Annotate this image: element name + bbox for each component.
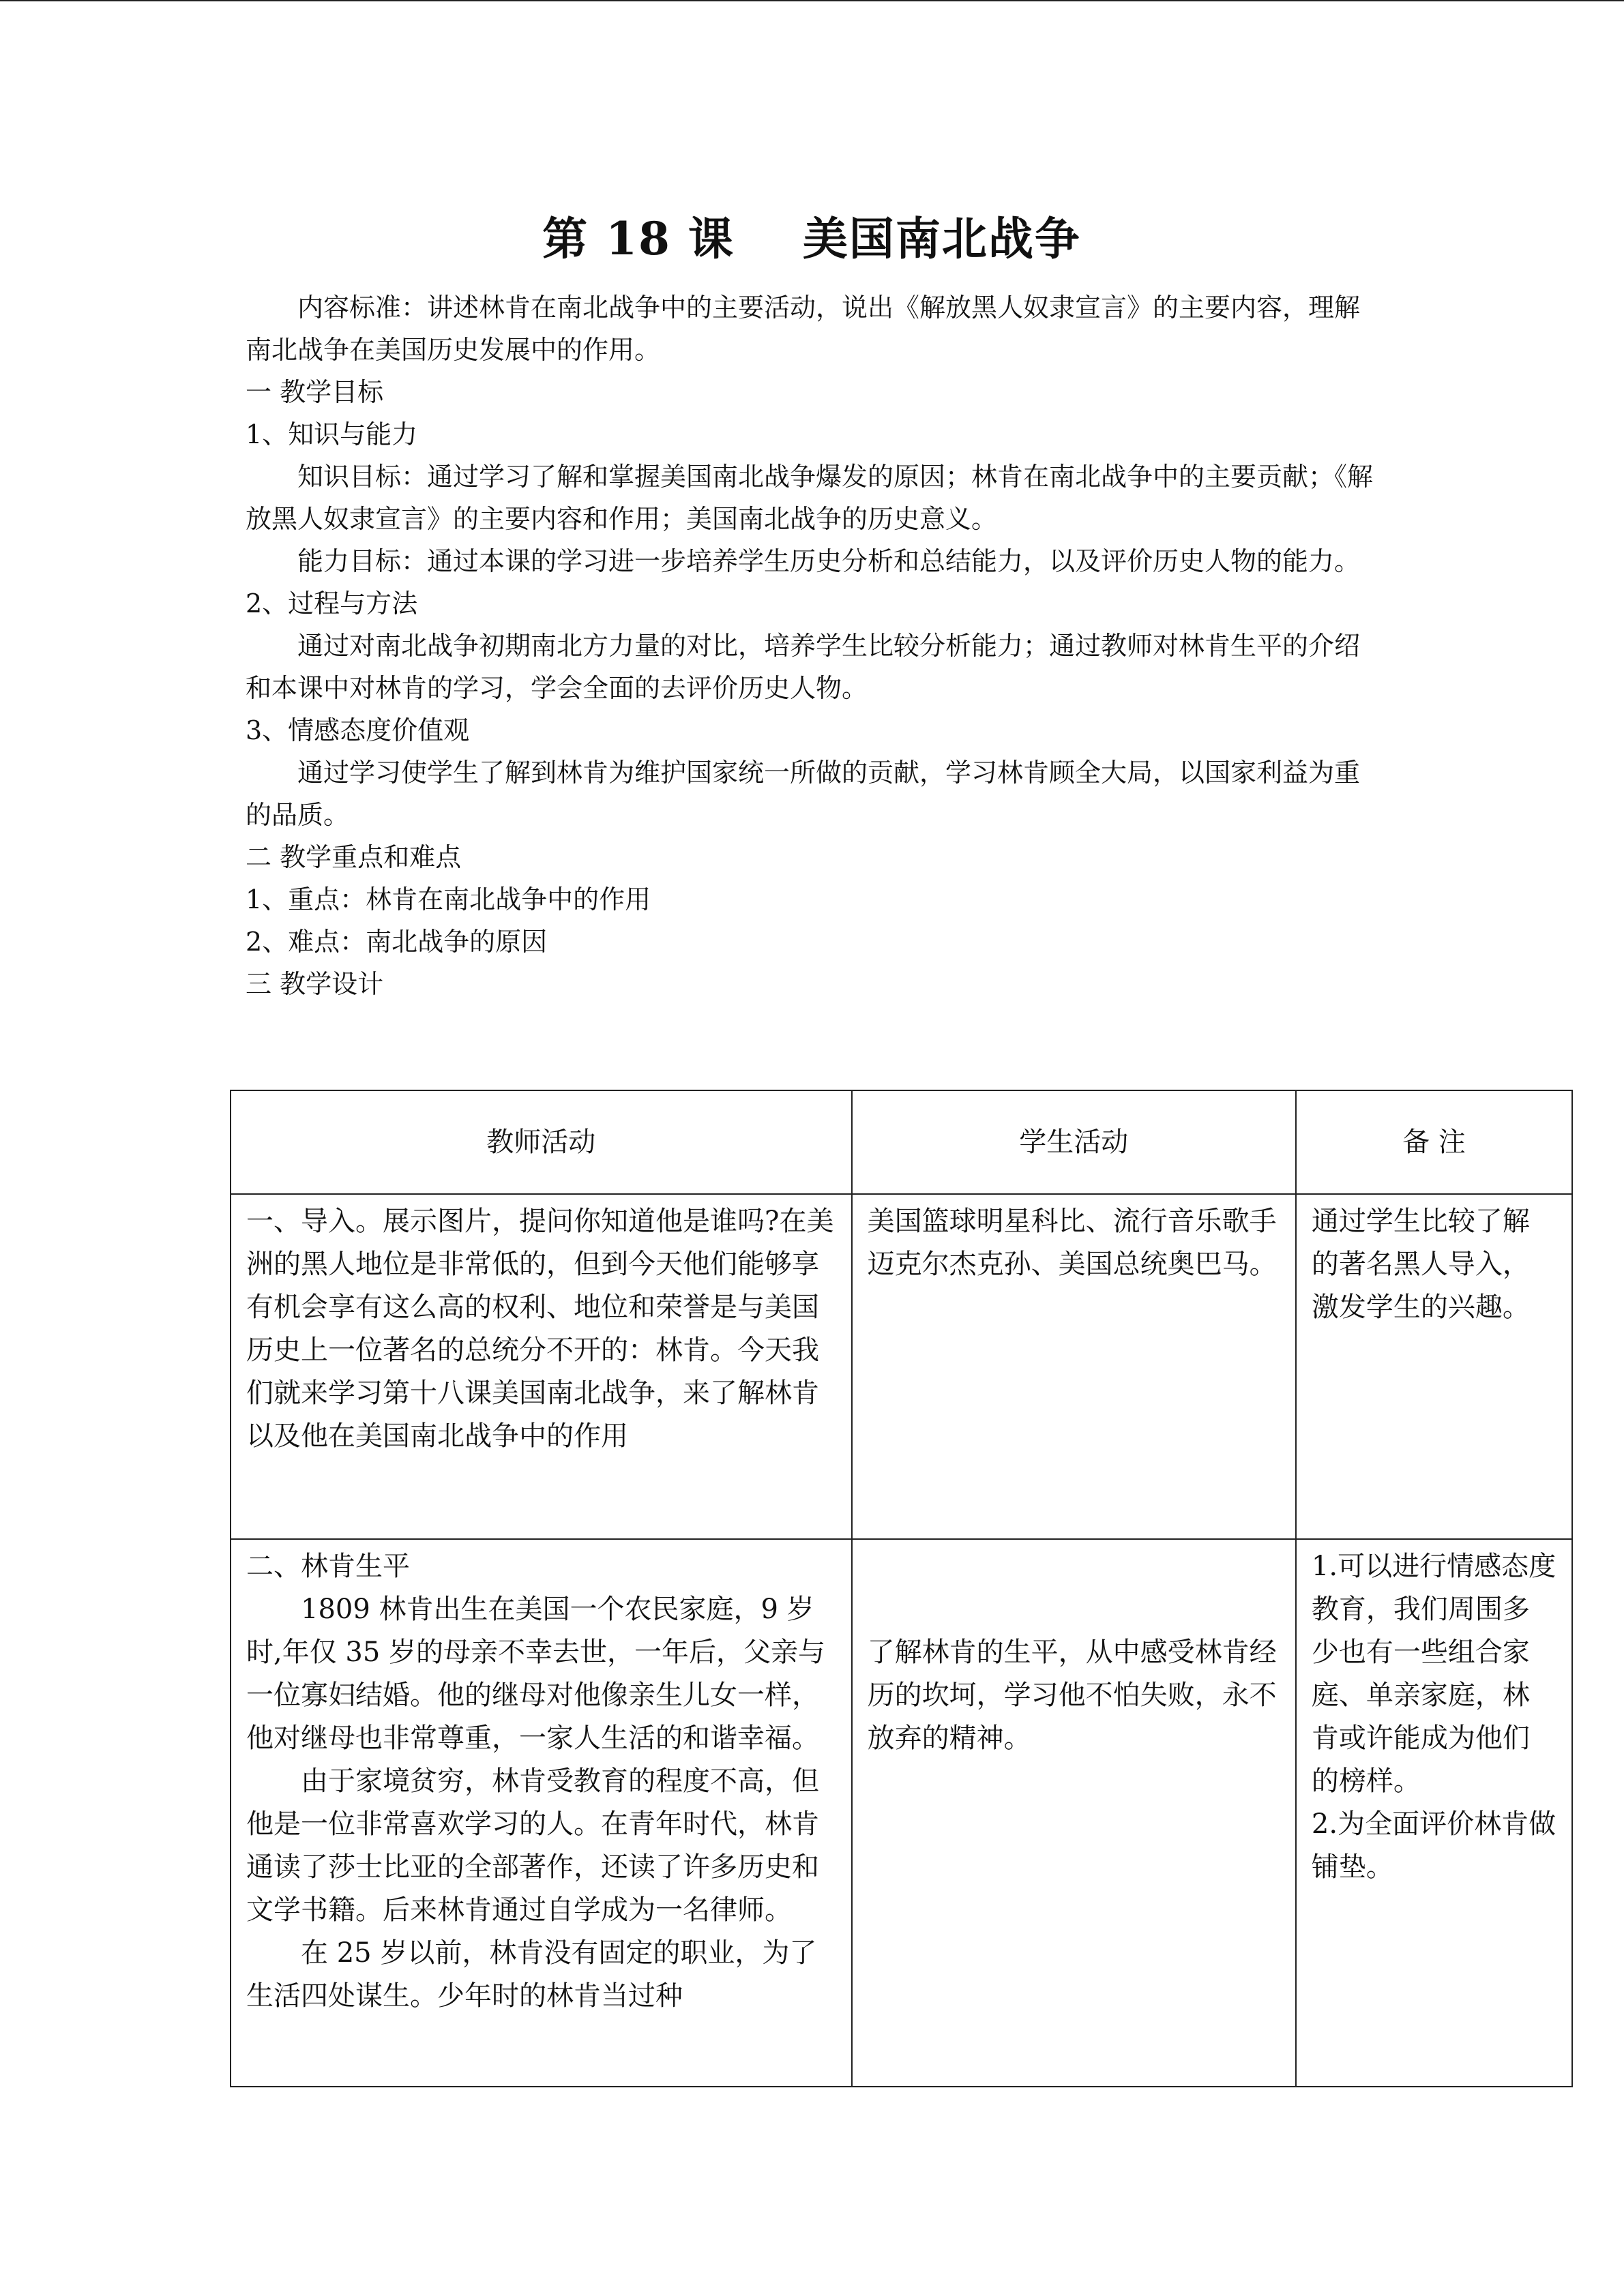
difficult-point: 2、难点：南北战争的原因 <box>246 927 548 957</box>
biography-paragraph-3: 在 25 岁以前，林肯没有固定的职业，为了生活四处谋生。少年时的林肯当过种 <box>246 1937 817 2012</box>
table-row <box>231 1194 1572 1539</box>
knowledge-objective: 知识目标：通过学习了解和掌握美国南北战争爆发的原因；林肯在南北战争中的主要贡献；《解放黑人奴隶宣言》的主要内容和作用；美国南北战争的历史意义。 <box>246 462 1374 534</box>
biography-heading: 二、林肯生平 <box>246 1551 410 1582</box>
content-standard: 内容标准：讲述林肯在南北战争中的主要活动，说出《解放黑人奴隶宣言》的主要内容，理解南北战争在美国历史发展中的作用。 <box>246 293 1361 365</box>
subheading-process-method: 2、过程与方法 <box>246 588 418 618</box>
table-header-row <box>231 1090 1572 1194</box>
section-heading-design: 三 教学设计 <box>246 969 384 999</box>
header-teacher-activity: 教师活动 <box>231 1090 852 1194</box>
student-intro-text: 美国篮球明星科比、流行音乐歌手迈克尔杰克孙、美国总统奥巴马。 <box>867 1206 1277 1280</box>
lesson-number: 第 18 课 <box>542 212 735 265</box>
table-row <box>231 1539 1572 2087</box>
ability-objective: 能力目标：通过本课的学习进一步培养学生历史分析和总结能力，以及评价历史人物的能力。 <box>297 546 1361 576</box>
note-intro-text: 通过学生比较了解的著名黑人导入，激发学生的兴趣。 <box>1311 1206 1530 1323</box>
teaching-design-table <box>230 1090 1573 2087</box>
biography-paragraph-1: 1809 林肯出生在美国一个农民家庭，9 岁时,年仅 35 岁的母亲不幸去世，一年后，父亲与一位寡妇结婚。他的继母对他像亲生儿女一样，他对继母也非常尊重，一家人生活的和谐幸福。 <box>246 1594 826 1754</box>
lesson-topic: 美国南北战争 <box>802 212 1081 265</box>
subheading-emotion-values: 3、情感态度价值观 <box>246 715 470 745</box>
note-biography-2: 2.为全面评价林肯做铺垫。 <box>1311 1808 1556 1883</box>
teacher-activity-intro <box>231 1194 852 1539</box>
process-method-text: 通过对南北战争初期南北方力量的对比，培养学生比较分析能力；通过教师对林肯生平的介绍和本课中对林肯的学习，学会全面的去评价历史人物。 <box>246 631 1361 703</box>
student-activity-biography <box>852 1539 1296 2087</box>
section-heading-key-points: 二 教学重点和难点 <box>246 842 462 872</box>
header-notes: 备 注 <box>1296 1090 1572 1194</box>
key-point: 1、重点：林肯在南北战争中的作用 <box>246 884 651 914</box>
teacher-activity-biography <box>231 1539 852 2087</box>
section-heading-objectives: 一 教学目标 <box>246 377 384 407</box>
emotion-values-text: 通过学习使学生了解到林肯为维护国家统一所做的贡献，学习林肯顾全大局，以国家利益为重的品质。 <box>246 758 1361 830</box>
student-activity-intro <box>852 1194 1296 1539</box>
page-top-border <box>0 0 1624 1</box>
biography-paragraph-2: 由于家境贫穷，林肯受教育的程度不高，但他是一位非常喜欢学习的人。在青年时代，林肯通读了莎士比亚的全部著作，还读了许多历史和文学书籍。后来林肯通过自学成为一名律师。 <box>246 1765 819 1926</box>
student-biography-text: 了解林肯的生平，从中感受林肯经历的坎坷，学习他不怕失败，永不放弃的精神。 <box>867 1637 1277 1754</box>
teacher-intro-text: 一、导入。展示图片，提问你知道他是谁吗?在美洲的黑人地位是非常低的，但到今天他们能够享有机会享有这么高的权利、地位和荣誉是与美国历史上一位著名的总统分不开的：林肯。今天我们就来学习第十八课美国南北战争，来了解林肯以及他在美国南北战争中的作用 <box>246 1206 834 1452</box>
document-body <box>246 205 1378 1005</box>
note-biography-1: 1.可以进行情感态度教育，我们周围多少也有一些组合家庭、单亲家庭，林肯或许能成为他们的榜样。 <box>1311 1551 1556 1797</box>
note-biography <box>1296 1539 1572 2087</box>
note-intro <box>1296 1194 1572 1539</box>
page-title <box>246 205 1378 273</box>
subheading-knowledge-ability: 1、知识与能力 <box>246 419 418 449</box>
header-student-activity: 学生活动 <box>852 1090 1296 1194</box>
